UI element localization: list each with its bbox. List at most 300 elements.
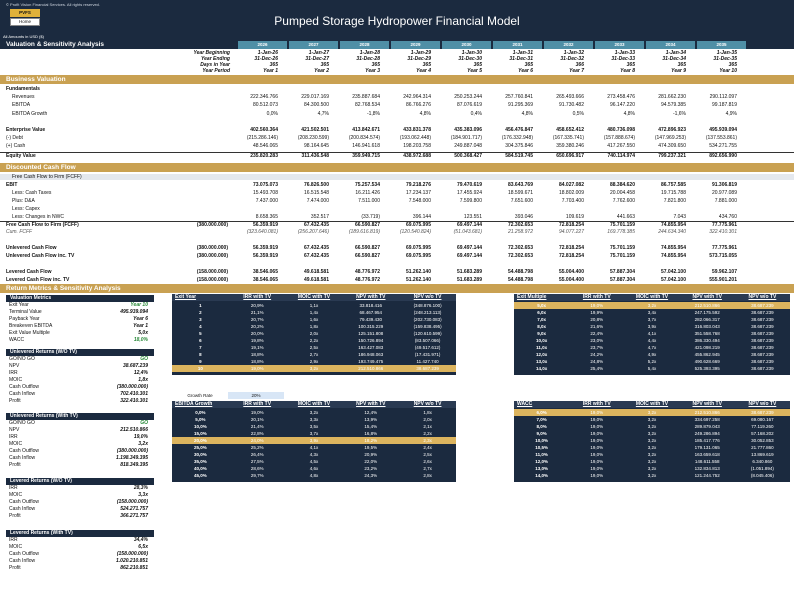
value-cell: 417.267.550 [607,143,635,150]
sens-cell: 2,2x [309,338,319,343]
metric-label: Payback Year [9,316,40,322]
metric-value: 38.687.239 [122,363,148,369]
t0-cell: (158.000.000) [196,268,228,275]
sens-cell: 57.168.202 [751,431,774,436]
sens-cell: 12,0% [535,459,548,464]
value-cell: 69.075.995 [405,253,431,259]
value-cell: (323.640.081) [246,229,278,236]
sens-cell: 5,0% [195,417,206,422]
value-cell: 4,9% [725,110,737,117]
t0-cell: (158.000.000) [196,276,228,283]
value-cell: 4,7% [317,110,329,117]
value-cell: 281.662.230 [658,94,686,101]
value-cell: 72.302.653 [507,245,533,252]
value-cell: 456.476.847 [505,127,533,133]
period-cell: 365 [371,62,380,68]
value-cell: 17.455.924 [456,189,482,196]
sens-cell: 38.687.239 [751,338,774,343]
sens-cell: 5,4x [647,366,657,371]
period-cell: 31-Dec-28 [356,56,380,62]
sens-cell: 5,2x [647,359,657,364]
sens-header [514,401,790,408]
sens-cell: 3,9x [647,324,657,329]
metric-label: MOIC [9,544,23,550]
value-cell: 67.432.435 [303,253,329,259]
row-label: Unlevered Cash Flow [6,245,57,252]
sens-cell: 24,3% [364,473,378,478]
value-cell: (137.553.861) [705,135,737,142]
value-cell: 0,4% [470,110,482,117]
panel-header: Unlevered Returns (With TV) [6,413,154,420]
sens-cell: 20,0% [250,331,264,336]
sens-cell: 24,8% [590,359,604,364]
metric-label: Cash Outflow [9,499,40,505]
value-cell: 86.766.276 [405,102,431,109]
table-row [0,206,794,212]
sens-cell: 23,7% [590,345,604,350]
year-header-cell: 2026 [238,41,287,49]
sens-cell: 9,0x [537,331,546,336]
sens-cell: 22,0% [364,459,378,464]
row-label: Free Cash Flow to Firm (FCFF) [12,174,82,180]
period-cell: Year 4 [416,68,431,74]
sens-cell: 3,5x [309,424,319,429]
row-label: Less: Changes in NWC [12,213,64,220]
metrics-panel [6,530,154,572]
sens-cell: 22,8% [250,431,264,436]
metric-value: 1.198.349.395 [116,455,148,461]
sens-col-header: NPV with TV [356,401,386,407]
period-cell: 1-Jan-29 [410,50,431,56]
metric-value: 862.210.851 [120,565,148,571]
sens-header [514,294,790,301]
sens-cell: 4,8x [309,473,319,478]
value-cell: 55.004.400 [558,268,584,275]
sens-cell: 2,5x [309,345,319,350]
value-cell: 650.696.917 [556,152,584,159]
value-cell: 87.076.619 [456,102,482,109]
sens-cell: (202.730.083) [413,317,442,322]
sens-cell: 249.286.894 [694,431,720,436]
period-cell: 365 [677,62,686,68]
sens-cell: 38.687.239 [751,352,774,357]
row-label: Free Cash Flow to Firm (FCFF) [6,222,79,229]
value-cell: 82.768.534 [354,102,380,109]
metrics-panel [6,295,154,344]
sens-cell: 24,2% [590,352,604,357]
metric-value: 524.271.757 [120,506,148,512]
value-cell: 7.821.800 [663,197,686,204]
sens-col-header: MOIC with TV [635,294,669,300]
table-row [0,127,794,133]
value-cell: 222.346.766 [250,94,278,101]
value-cell: 265.493.666 [556,94,584,101]
sens-cell: 2,7x [309,352,319,357]
value-cell: 56.359.919 [252,245,278,252]
value-cell: 51.683.289 [456,276,482,283]
period-cell: 365 [728,62,737,68]
period-cell: Year 6 [518,68,533,74]
sens-cell: 38.687.239 [751,324,774,329]
value-cell: 438.972.688 [403,152,431,159]
metric-label: Profit [9,513,21,519]
period-cell: 366 [575,62,584,68]
sens-cell: 38.687.239 [751,331,774,336]
period-cell: Year 1 [263,68,278,74]
t0-cell: (380.000.000) [196,253,228,259]
value-cell: (189.616.819) [348,229,380,236]
value-cell: 198.203.758 [403,143,431,150]
sens-cell: 212.510.866 [680,302,735,309]
metric-label: Cash Outflow [9,384,40,390]
period-cell: 1-Jan-31 [512,50,533,56]
value-cell: 799.237.321 [658,152,686,159]
sens-cell: 455.862.945 [694,352,720,357]
sens-cell: 21,1% [250,310,264,315]
year-header-cell: 2035 [697,41,746,49]
metric-label: Exit Value Multiple [9,330,50,336]
value-cell: 72.818.254 [558,222,584,229]
sens-cell: 9 [199,359,202,364]
sens-cell: 1 [199,303,202,308]
sens-cell: 3,3x [309,417,319,422]
sens-cell: 25,2% [250,445,264,450]
metric-label: Cash Inflow [9,506,36,512]
business-valuation-section [0,75,794,84]
sens-cell: 38.687.239 [399,365,456,372]
business-valuation-title: Business Valuation [6,76,66,83]
sens-cell: 28,6% [250,466,264,471]
value-cell: 77.775.961 [711,222,737,229]
metric-value: 18,0% [133,337,148,343]
sens-cell: 2,0x [309,331,319,336]
sens-cell: 45,0% [194,473,207,478]
sens-cell: 386.330.494 [694,338,720,343]
value-cell: 38.546.065 [252,276,278,283]
period-row-label: Year Beginning [193,50,230,56]
value-cell: 435.383.096 [454,127,482,133]
sens-cell: 15,0% [194,431,207,436]
sens-cell: 6,0% [514,409,569,416]
metric-label: IRR [9,485,18,491]
value-cell: 19.715.788 [660,189,686,196]
row-label: Revenues [12,94,35,101]
metric-value: 212.510.866 [120,427,148,433]
sens-cell: 10,0x [535,338,548,343]
sens-cell: 13,0x [535,359,548,364]
row-label: Levered Cash Flow inc. TV [6,276,70,283]
sens-cell: 185.417.776 [694,438,720,443]
value-cell: 74.855.954 [660,253,686,259]
year-header-cell: 2032 [544,41,593,49]
value-cell: 49.618.581 [303,268,329,275]
sens-cell: 132.834.813 [694,466,720,471]
value-cell: 21.258.972 [507,229,533,236]
sens-cell: 2,7x [423,466,432,471]
value-cell: 91.730.482 [558,102,584,109]
panel-header: Levered Returns (W/O TV) [6,478,154,485]
metric-label: Breakeven EBITDA [9,323,53,329]
value-cell: 257.760.841 [505,94,533,101]
panel-header: Levered Returns (With TV) [6,530,154,537]
value-cell: 96.147.220 [609,102,635,109]
sens-col-header: NPV w/o TV [748,401,777,407]
value-cell: 69.075.995 [405,245,431,252]
sens-cell: 1,6x [309,317,319,322]
sens-cell: 79.439.430 [359,317,383,322]
value-cell: (167.335.741) [552,135,584,142]
value-cell: 79.470.619 [456,181,482,188]
value-cell: 242.964.314 [403,94,431,101]
value-cell: 495.939.094 [709,127,737,133]
value-cell: 66.590.827 [354,245,380,252]
value-cell: 86.757.585 [660,181,686,188]
sens-axis-label: WACC [517,401,533,407]
sens-col-header: NPV with TV [692,294,722,300]
sens-cell: 3,2x [647,445,657,450]
value-cell: 69.497.144 [456,245,482,252]
value-cell: 7.703.400 [561,197,584,204]
value-cell: 169.778.385 [607,229,635,236]
value-cell: 402.560.364 [250,127,278,133]
value-cell: (51.043.681) [453,229,482,236]
metric-label: Terminal Value [9,309,42,315]
sens-cell: 212.510.866 [342,365,399,372]
value-cell: 20.977.089 [711,189,737,196]
sens-cell: 4,9x [647,352,657,357]
value-cell: -1,8% [366,110,380,117]
value-cell: 16.211.426 [355,189,380,196]
period-cell: Year 10 [719,68,737,74]
sens-cell: 69.080.167 [751,417,774,422]
sens-cell: 4,4x [647,338,657,343]
value-cell: 7.511.000 [358,197,380,204]
value-cell: 72.818.254 [558,245,584,252]
value-cell: 434.760 [718,213,737,220]
sens-cell: 19,0% [590,431,604,436]
value-cell: 57.042.100 [660,276,686,283]
metric-value: 1.020.210.851 [116,558,148,564]
period-row-label: Year Period [202,68,230,74]
sens-col-header: IRR with TV [582,401,611,407]
period-cell: 365 [320,62,329,68]
metric-label: IRR [9,434,18,440]
value-cell: 311.436.548 [301,152,329,159]
sens-cell: 16,8% [364,431,378,436]
value-cell: 396.144 [412,213,431,220]
value-cell: 57.887.304 [609,276,635,283]
sens-axis-label: Exit Year [175,294,197,300]
period-cell: 365 [422,62,431,68]
value-cell: 74.855.954 [660,245,686,252]
row-label: Cum. FCFF [6,229,33,236]
value-cell: 17.234.137 [405,189,431,196]
metric-value: (380.000.000) [116,448,148,454]
value-cell: 322.410.301 [709,229,737,236]
row-label: (+) Cash [6,143,26,150]
row-label: EBITDA Growth [12,110,48,117]
value-cell: 15.493.708 [252,189,278,196]
metric-label: Cash Inflow [9,455,36,461]
table-row [0,261,794,267]
value-cell: 69.497.144 [456,222,482,229]
sens-cell: 2 [199,310,202,315]
period-cell: 1-Jan-28 [359,50,380,56]
value-cell: 235.820.283 [250,152,278,159]
period-row-label: Days in Year [200,62,230,68]
value-cell: 76.826.500 [303,181,329,188]
sens-cell: 351.558.768 [694,331,720,336]
row-label: (-) Debt [6,135,23,142]
sens-cell: 19,0% [590,438,604,443]
sens-cell: 11,0x [536,345,548,350]
value-cell: 48.546.065 [252,143,278,150]
value-cell: -1,6% [672,110,686,117]
period-cell: 1-Jan-27 [308,50,329,56]
year-header-cell: 2033 [595,41,644,49]
value-cell: 109.619 [565,213,584,220]
metric-label: NPV [9,363,20,369]
sens-cell: 100.315.229 [358,324,384,329]
sens-cell: 2,6x [423,459,432,464]
metrics-panel [6,413,154,469]
sens-cell: (1.051.894) [750,466,774,471]
year-header-cell: 2029 [391,41,440,49]
value-cell: 98.164.645 [303,143,329,150]
sens-cell: 21,6% [590,324,604,329]
table-row [0,143,794,149]
sens-cell: 525.393.395 [694,366,720,371]
metric-label: MOIC [9,492,23,498]
sens-cell: 19,0% [590,417,604,422]
value-cell: 146.941.618 [352,143,380,150]
sens-cell: 334.697.258 [694,417,720,422]
sens-cell: 21,4% [250,424,264,429]
value-cell: 433.831.378 [403,127,431,133]
row-label: Fundamentals [6,86,40,92]
sens-cell: 2,3x [399,437,456,444]
sens-cell: 19,0% [590,424,604,429]
value-cell: 7.548.000 [408,197,431,204]
row-label: Equity Value [6,152,36,159]
sens-cell: 38.687.239 [751,366,774,371]
sens-cell: 2,1x [423,424,432,429]
sens-cell: (83.507.066) [414,338,441,343]
sens-cell: 20,0% [172,437,229,444]
sens-cell: 2,4x [423,445,432,450]
period-cell: Year 5 [467,68,482,74]
value-cell: 75.701.159 [609,222,635,229]
sens-cell: 247.175.592 [694,310,720,315]
sens-cell: 6.340.860 [752,459,773,464]
value-cell: 48.776.972 [354,268,380,275]
growth-rate-input[interactable]: 20% [228,392,284,399]
sens-cell: (17.431.971) [414,352,441,357]
sens-cell: 316.803.043 [694,324,720,329]
value-cell: (176.332.948) [501,135,533,142]
sens-cell: 148.611.558 [694,459,720,464]
sens-header [172,401,456,408]
value-cell: (157.888.674) [603,135,635,142]
sens-cell: 3,2x [647,473,657,478]
sens-cell: 20,9% [364,452,378,457]
row-label: EBITDA [12,102,31,109]
value-cell: 573.715.055 [709,253,737,259]
period-cell: 365 [269,62,278,68]
sens-cell: 4,1x [647,331,657,336]
year-header-cell: 2028 [340,41,389,49]
app-header [0,0,794,40]
sens-header [172,294,456,301]
value-cell: 421.502.501 [301,127,329,133]
value-cell: 56.359.919 [252,222,278,229]
metric-label: Profit [9,565,21,571]
value-cell: (208.230.599) [297,135,329,142]
sens-cell: 8 [199,352,202,357]
sens-cell: 14,0% [535,473,548,478]
sens-col-header: NPV w/o TV [413,294,442,300]
period-cell: Year 8 [620,68,635,74]
sens-cell: 22,4% [590,331,604,336]
table-row [0,269,794,275]
sens-cell: 3,2x [286,365,343,372]
sens-cell: 19,0% [590,466,604,471]
value-cell: 7.437.000 [255,197,278,204]
value-cell: 72.818.254 [558,253,584,259]
sens-col-header: NPV w/o TV [413,401,442,407]
home-button[interactable]: Home [10,18,40,26]
sens-cell: 18,8% [250,359,264,364]
value-cell: 88.384.620 [609,181,635,188]
metric-label: IRR [9,370,18,376]
value-cell: 0,0% [266,110,278,117]
metric-label: MOIC [9,377,23,383]
sens-cell: 8,0% [536,424,547,429]
sens-cell: 30.052.853 [751,438,774,443]
sens-cell: 20,9% [250,303,264,308]
table-row [0,245,794,251]
value-cell: 18.599.671 [507,189,533,196]
sens-cell: 23,2% [364,466,378,471]
metric-value: Year 6 [133,316,148,322]
table-row [0,174,794,180]
sens-cell: 186.948.063 [358,352,384,357]
period-cell: 31-Dec-31 [509,56,533,62]
table-row [0,198,794,204]
period-cell: 31-Dec-32 [560,56,584,62]
value-cell: 69.497.144 [456,253,482,259]
value-cell: 0,5% [572,110,584,117]
brand-logo: PVFS [10,9,40,17]
row-label: Less: Cash Taxes [12,189,52,196]
metric-value: 818.349.395 [120,462,148,468]
sens-cell: 7 [199,345,202,350]
sens-cell: 490.628.669 [694,359,720,364]
sens-cell: 3,2x [624,302,679,309]
period-cell: 31-Dec-35 [713,56,737,62]
value-cell: 740.114.974 [607,152,635,159]
sens-cell: 163.427.083 [358,345,384,350]
table-row [0,253,794,259]
period-cell: Year 3 [365,68,380,74]
table-row [0,102,794,108]
sens-cell: 4,3x [309,452,319,457]
table-row [0,111,794,117]
sens-col-header: MOIC with TV [297,401,331,407]
sens-cell: 19,0% [229,365,286,372]
sens-cell: 35,0% [194,459,207,464]
value-cell: 59.962.107 [711,268,737,275]
